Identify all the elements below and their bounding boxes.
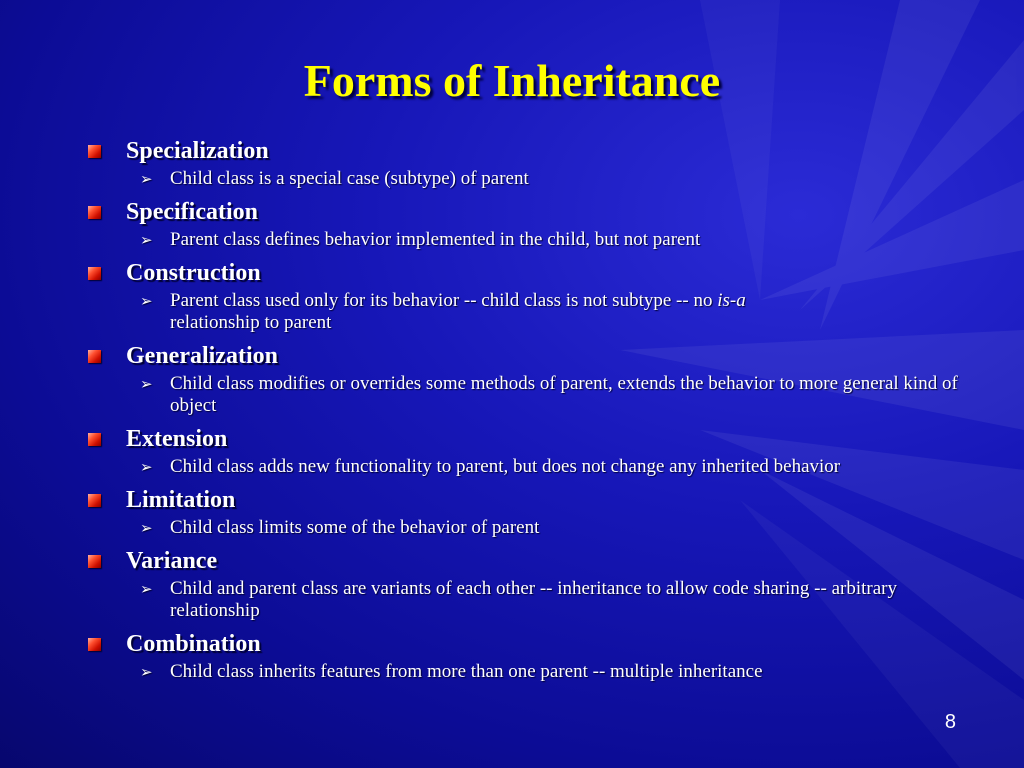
sub-item [88, 456, 958, 478]
sub-item [88, 517, 958, 539]
arrowhead-bullet-icon: ➢ [140, 458, 153, 476]
list-item [88, 259, 958, 290]
item-heading: Extension [126, 426, 228, 452]
sub-item [88, 373, 958, 417]
arrowhead-bullet-icon: ➢ [140, 231, 153, 249]
item-heading: Variance [126, 548, 218, 574]
sub-item-text: Child class modifies or overrides some methods of parent, extends the behavior to more general kind of object [170, 373, 958, 416]
sub-item [88, 229, 958, 251]
red-square-bullet-icon [88, 555, 101, 568]
item-heading: Construction [126, 260, 261, 286]
list-item [88, 486, 958, 517]
bullet-list [88, 137, 958, 691]
red-square-bullet-icon [88, 206, 101, 219]
list-item [88, 425, 958, 456]
page-number: 8 [944, 711, 956, 733]
item-heading: Generalization [126, 343, 278, 369]
list-item [88, 630, 958, 661]
arrowhead-bullet-icon: ➢ [140, 375, 153, 393]
red-square-bullet-icon [88, 638, 101, 651]
red-square-bullet-icon [88, 145, 101, 158]
is-a-term: is-a [717, 290, 746, 311]
sub-item-text-continued: relationship to parent [170, 312, 332, 333]
sub-item-text: Parent class used only for its behavior -- child class is not subtype -- no [170, 290, 718, 311]
arrowhead-bullet-icon: ➢ [140, 580, 153, 598]
arrowhead-bullet-icon: ➢ [140, 663, 153, 681]
sub-item [88, 578, 958, 622]
list-item [88, 547, 958, 578]
arrowhead-bullet-icon: ➢ [140, 292, 153, 310]
arrowhead-bullet-icon: ➢ [140, 170, 153, 188]
sub-item [88, 290, 958, 334]
red-square-bullet-icon [88, 350, 101, 363]
red-square-bullet-icon [88, 433, 101, 446]
slide-title: Forms of Inheritance [303, 55, 721, 106]
sub-item-text: Child class limits some of the behavior of parent [170, 517, 540, 538]
sub-item [88, 661, 958, 683]
red-square-bullet-icon [88, 267, 101, 280]
sub-item [88, 168, 958, 190]
list-item [88, 198, 958, 229]
arrowhead-bullet-icon: ➢ [140, 519, 153, 537]
red-square-bullet-icon [88, 494, 101, 507]
item-heading: Combination [126, 631, 261, 657]
sub-item-text: Child and parent class are variants of each other -- inheritance to allow code sharing -- arbitrary relationship [170, 578, 897, 621]
sub-item-text: Child class inherits features from more than one parent -- multiple inheritance [170, 661, 763, 682]
list-item [88, 342, 958, 373]
sub-item-text: Parent class defines behavior implemented in the child, but not parent [170, 229, 701, 250]
item-heading: Specification [126, 199, 258, 225]
sub-item-text: Child class adds new functionality to parent, but does not change any inherited behavior [170, 456, 841, 477]
list-item [88, 137, 958, 168]
sub-item-text: Child class is a special case (subtype) of parent [170, 168, 529, 189]
item-heading: Limitation [126, 487, 236, 513]
item-heading: Specialization [126, 138, 269, 164]
